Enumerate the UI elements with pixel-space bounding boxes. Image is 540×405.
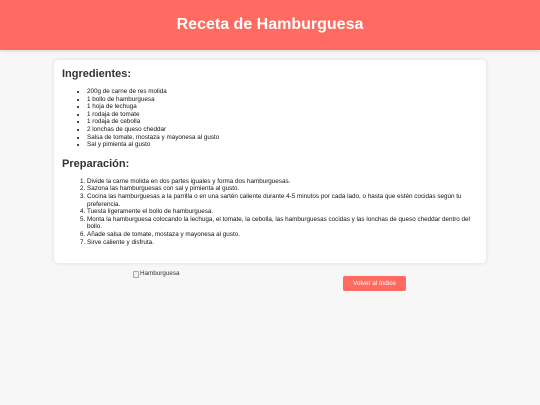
list-item: • Sal y pimienta al gusto xyxy=(87,141,478,149)
list-item: • 1 rodaja de tomate xyxy=(87,111,478,119)
page-title: Receta de Hamburguesa xyxy=(176,16,364,33)
list-item: 7. Sirve caliente y disfruta. xyxy=(87,239,478,247)
list-item: 2. Sazona las hamburguesas con sal y pimienta al gusto. xyxy=(87,185,478,193)
hamburger-image xyxy=(133,270,180,278)
list-item: • 1 bollo de hamburguesa xyxy=(87,96,478,104)
image-alt-text: Hamburguesa xyxy=(140,270,180,277)
back-to-index-button[interactable]: Volver al índice xyxy=(343,276,406,291)
list-item: • 1 rodaja de cebolla xyxy=(87,118,478,126)
list-item: 4. Tuesta ligeramente el bollo de hamburguesa. xyxy=(87,208,478,216)
recipe-card xyxy=(54,60,486,263)
broken-image-icon xyxy=(133,271,139,278)
list-item: 6. Añade salsa de tomate, mostaza y mayonesa al gusto. xyxy=(87,231,478,239)
page-header xyxy=(0,0,540,50)
preparation-heading: Preparación: xyxy=(62,157,130,170)
ingredients-list xyxy=(62,88,478,149)
list-item: 3. Cocina las hamburguesas a la parrilla o en una sartén caliente durante 4-5 minutos por cada lado, o hasta que estén cocidas según tu preferencia. xyxy=(87,193,478,208)
list-item: • 200g de carne de res molida xyxy=(87,88,478,96)
list-item: • 2 lonchas de queso cheddar xyxy=(87,126,478,134)
preparation-list xyxy=(62,178,478,246)
list-item: 5. Monta la hamburguesa colocando la lechuga, el tomate, la cebolla, las hamburguesas cocidas y las lonchas de queso cheddar dentro del bollo. xyxy=(87,216,478,231)
bottom-row xyxy=(0,270,540,300)
list-item: 1. Divide la carne molida en dos partes iguales y forma dos hamburguesas. xyxy=(87,178,478,186)
list-item: • 1 hoja de lechuga xyxy=(87,103,478,111)
ingredients-heading: Ingredientes: xyxy=(62,68,132,80)
list-item: • Salsa de tomate, mostaza y mayonesa al gusto xyxy=(87,134,478,142)
